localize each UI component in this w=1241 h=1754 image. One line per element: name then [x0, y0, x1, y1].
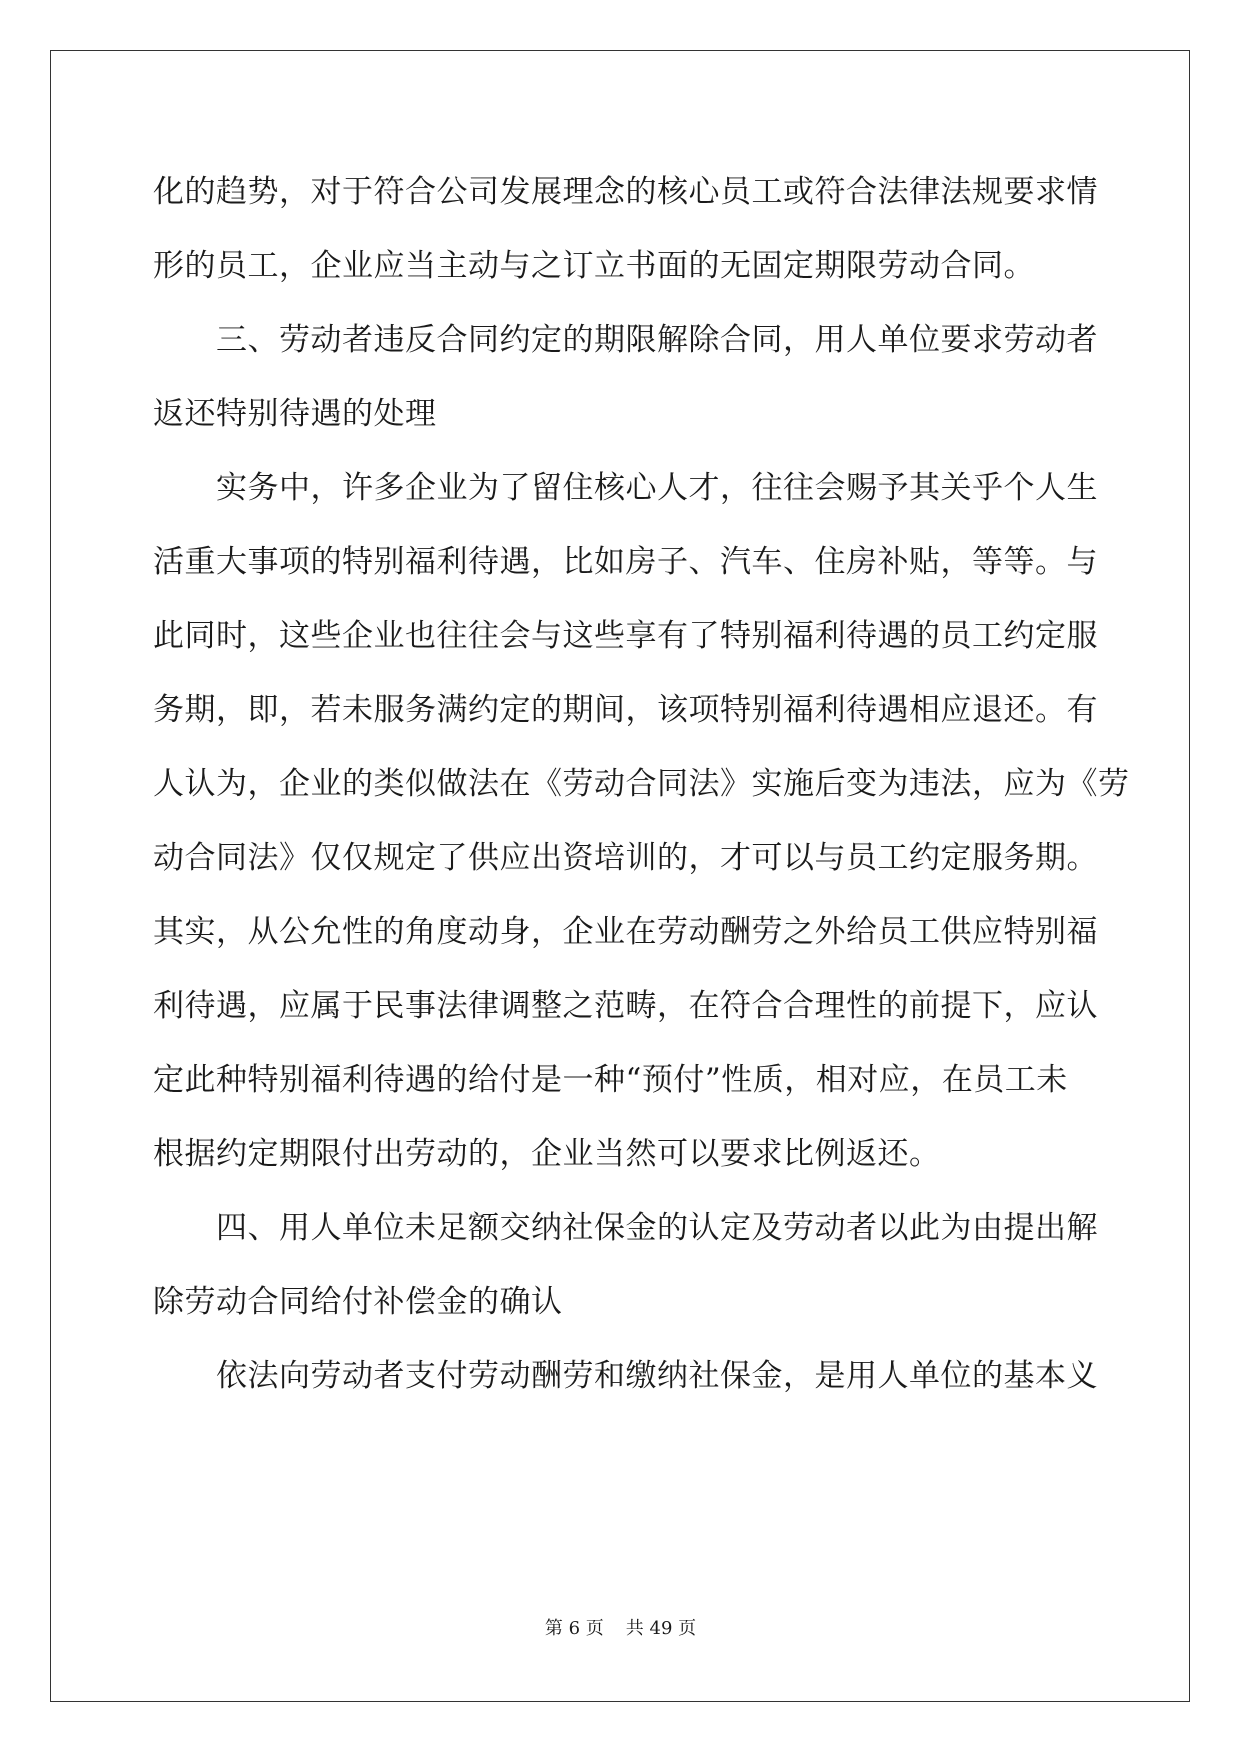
text-line: 活重大事项的特别福利待遇，比如房子、汽车、住房补贴，等等。与 [153, 544, 1098, 580]
section-heading-line: 返还特别待遇的处理 [153, 396, 437, 432]
page-total: 共 49 页 [625, 1618, 697, 1639]
text-line: 其实，从公允性的角度动身，企业在劳动酬劳之外给员工供应特别福 [153, 914, 1098, 950]
text-line: 动合同法》仅仅规定了供应出资培训的，才可以与员工约定服务期。 [153, 840, 1098, 876]
text-line: 务期，即，若未服务满约定的期间，该项特别福利待遇相应退还。有 [153, 692, 1098, 728]
text-line: 形的员工，企业应当主动与之订立书面的无固定期限劳动合同。 [153, 248, 1035, 284]
text-line: 人认为，企业的类似做法在《劳动合同法》实施后变为违法，应为《劳 [153, 766, 1130, 802]
text-line: 实务中，许多企业为了留住核心人才，往往会赐予其关乎个人生 [153, 470, 1098, 506]
section-heading-line: 四、用人单位未足额交纳社保金的认定及劳动者以此为由提出解 [153, 1210, 1098, 1246]
text-line: 定此种特别福利待遇的给付是一种“预付”性质，相对应，在员工未 [153, 1062, 1068, 1098]
page-number: 第 6 页 [544, 1618, 604, 1639]
text-line: 依法向劳动者支付劳动酬劳和缴纳社保金，是用人单位的基本义 [153, 1358, 1098, 1394]
page-footer [0, 1617, 1241, 1641]
section-heading-line: 除劳动合同给付补偿金的确认 [153, 1284, 563, 1320]
text-line: 利待遇，应属于民事法律调整之范畴，在符合合理性的前提下，应认 [153, 988, 1098, 1024]
text-line: 此同时，这些企业也往往会与这些享有了特别福利待遇的员工约定服 [153, 618, 1098, 654]
text-line: 化的趋势，对于符合公司发展理念的核心员工或符合法律法规要求情 [153, 174, 1098, 210]
text-line: 根据约定期限付出劳动的，企业当然可以要求比例返还。 [153, 1136, 941, 1172]
section-heading-line: 三、劳动者违反合同约定的期限解除合同，用人单位要求劳动者 [153, 322, 1098, 358]
